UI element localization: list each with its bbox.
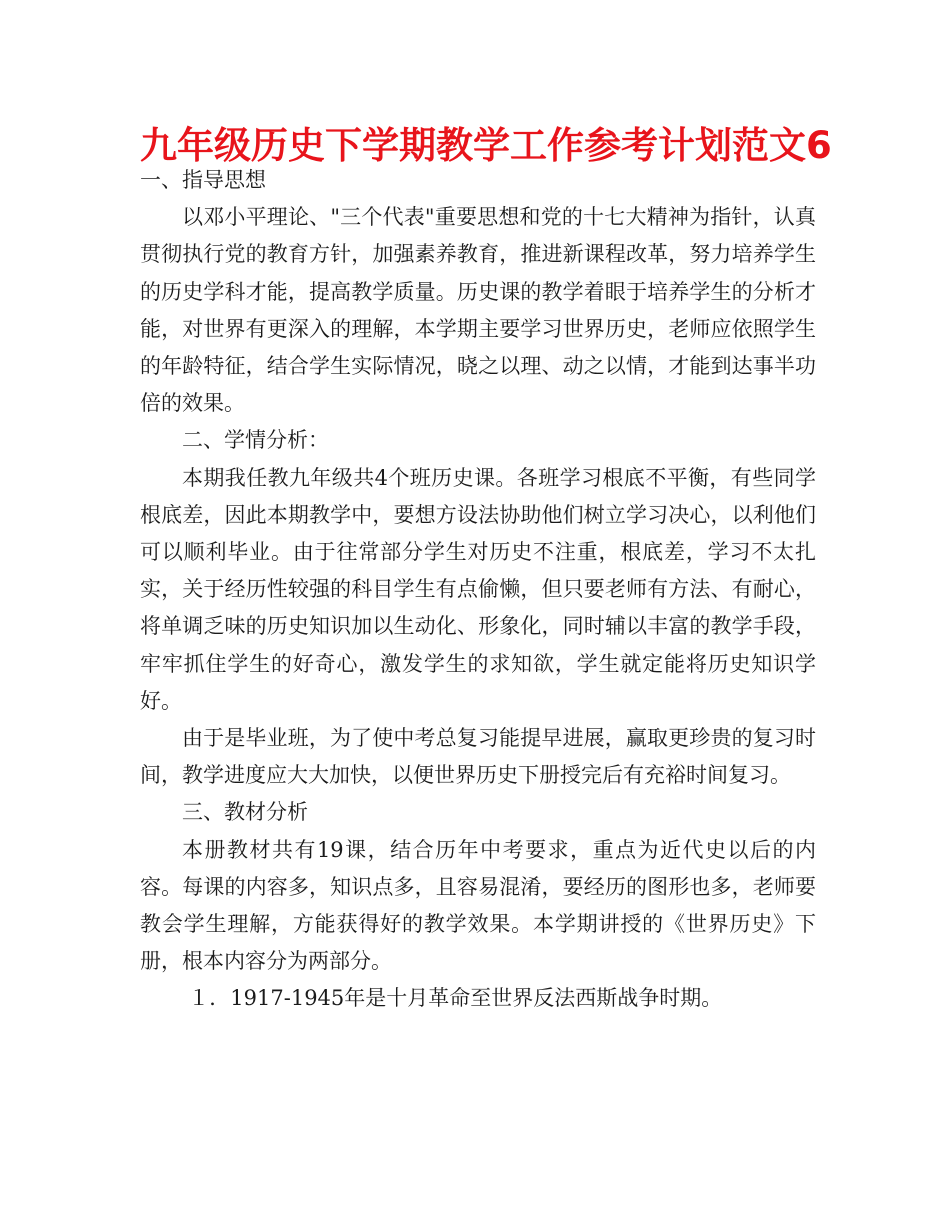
paragraph-guiding-ideology: 以邓小平理论、"三个代表"重要思想和党的十七大精神为指针，认真贯彻执行党的教育方针，加强素养教育，推进新课程改革，努力培养学生的历史学科才能，提高教学质量。历史课的教学着眼于培养学生的分析才能，对世界有更深入的理解，本学期主要学习世界历史，老师应依照学生的年龄特征，结合学生实际情况，晓之以理、动之以情，才能到达事半功倍的效果。 bbox=[140, 205, 816, 416]
paragraph-graduating-class: 由于是毕业班，为了使中考总复习能提早进展，赢取更珍贵的复习时间，教学进度应大大加快，以便世界历史下册授完后有充裕时间复习。 bbox=[140, 726, 816, 788]
document-body bbox=[140, 162, 816, 1018]
section-heading-textbook-analysis: 三、教材分析 bbox=[182, 800, 308, 825]
paragraph-textbook-analysis: 本册教材共有19课，结合历年中考要求，重点为近代史以后的内容。每课的内容多，知识点多，且容易混淆，要经历的图形也多，老师要教会学生理解，方能获得好的教学效果。本学期讲授的《世界历史》下册，根本内容分为两部分。 bbox=[140, 837, 816, 974]
paragraph-student-analysis: 本期我任教九年级共4个班历史课。各班学习根底不平衡，有些同学根底差，因此本期教学中，要想方设法协助他们树立学习决心，以利他们可以顺利毕业。由于往常部分学生对历史不注重，根底差，学习不太扎实，关于经历性较强的科目学生有点偷懒，但只要老师有方法、有耐心，将单调乏味的历史知识加以生动化、形象化，同时辅以丰富的教学手段，牢牢抓住学生的好奇心，激发学生的求知欲，学生就定能将历史知识学好。 bbox=[140, 465, 816, 713]
section-heading-student-analysis: 二、学情分析： bbox=[182, 428, 329, 453]
document-title: 九年级历史下学期教学工作参考计划范文6 bbox=[140, 124, 832, 167]
list-item-period-1917-1945: １．1917-1945年是十月革命至世界反法西斯战争时期。 bbox=[188, 986, 723, 1011]
section-heading-guiding-ideology: 一、指导思想 bbox=[140, 168, 266, 192]
